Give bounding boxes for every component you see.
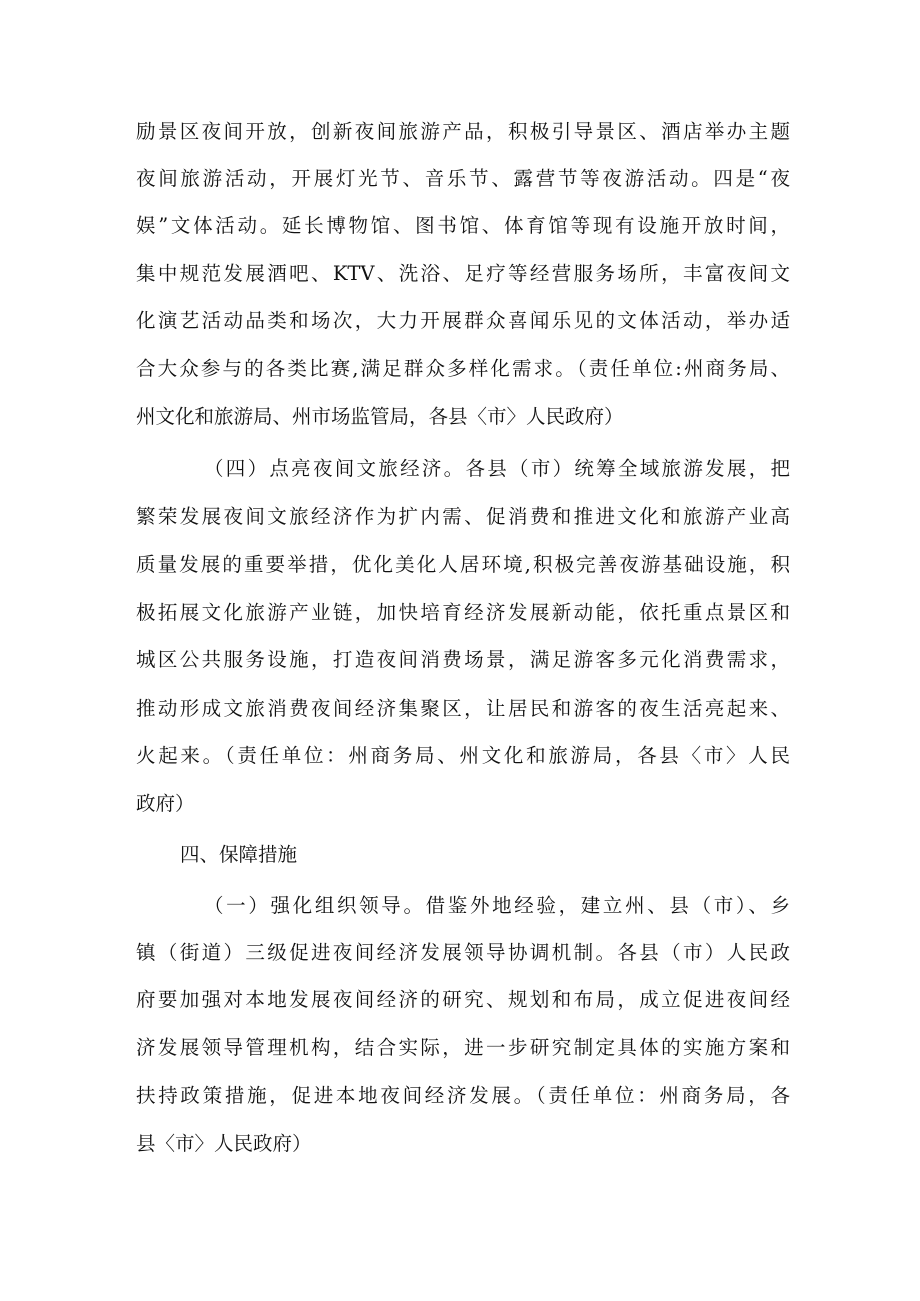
paragraph-first-line: （四）点亮夜间文旅经济。各县（市）统筹全域旅游发展，把 — [204, 457, 790, 480]
text-line: 合大众参与的各类比赛,满足群众多样化需求。（责任单位:州商务局、 — [136, 357, 790, 380]
text-line: 济发展领导管理机构，结合实际，进一步研究制定具体的实施方案和 — [136, 1036, 790, 1059]
text-line: 极拓展文化旅游产业链，加快培育经济发展新动能，依托重点景区和 — [136, 601, 790, 624]
text-line: 繁荣发展夜间文旅经济作为扩内需、促消费和推进文化和旅游产业高 — [136, 505, 790, 528]
text-line: 政府） — [136, 792, 195, 815]
text-line: 府要加强对本地发展夜间经济的研究、规划和布局，成立促进夜间经 — [136, 988, 790, 1011]
text-line: 夜间旅游活动，开展灯光节、音乐节、露营节等夜游活动。四是“夜 — [136, 167, 790, 190]
text-line: 扶持政策措施，促进本地夜间经济发展。（责任单位：州商务局，各 — [136, 1084, 790, 1107]
text-line: 州文化和旅游局、州市场监管局，各县〈市〉人民政府） — [136, 405, 624, 428]
text-line: 火起来。（责任单位：州商务局、州文化和旅游局，各县〈市〉人民 — [136, 744, 790, 767]
text-line: 质量发展的重要举措，优化美化人居环境,积极完善夜游基础设施，积 — [136, 553, 790, 576]
text-line: 励景区夜间开放，创新夜间旅游产品，积极引导景区、酒店举办主题 — [136, 120, 790, 143]
text-line: 镇（街道）三级促进夜间经济发展领导协调机制。各县（市）人民政 — [136, 941, 790, 964]
text-line: 集中规范发展酒吧、KTV、洗浴、足疗等经营服务场所，丰富夜间文 — [136, 262, 790, 285]
text-line: 城区公共服务设施，打造夜间消费场景，满足游客多元化消费需求， — [136, 648, 790, 671]
section-heading: 四、保障措施 — [180, 843, 298, 866]
text-line: 推动形成文旅消费夜间经济集聚区，让居民和游客的夜生活亮起来、 — [136, 697, 790, 720]
paragraph-first-line: （一）强化组织领导。借鉴外地经验，建立州、县（市）、乡 — [204, 894, 790, 917]
text-line: 化演艺活动品类和场次，大力开展群众喜闻乐见的文体活动，举办适 — [136, 309, 790, 332]
text-line: 县〈市〉人民政府） — [136, 1132, 312, 1155]
text-line: 娱”文体活动。延长博物馆、图书馆、体育馆等现有设施开放时间， — [136, 214, 790, 237]
